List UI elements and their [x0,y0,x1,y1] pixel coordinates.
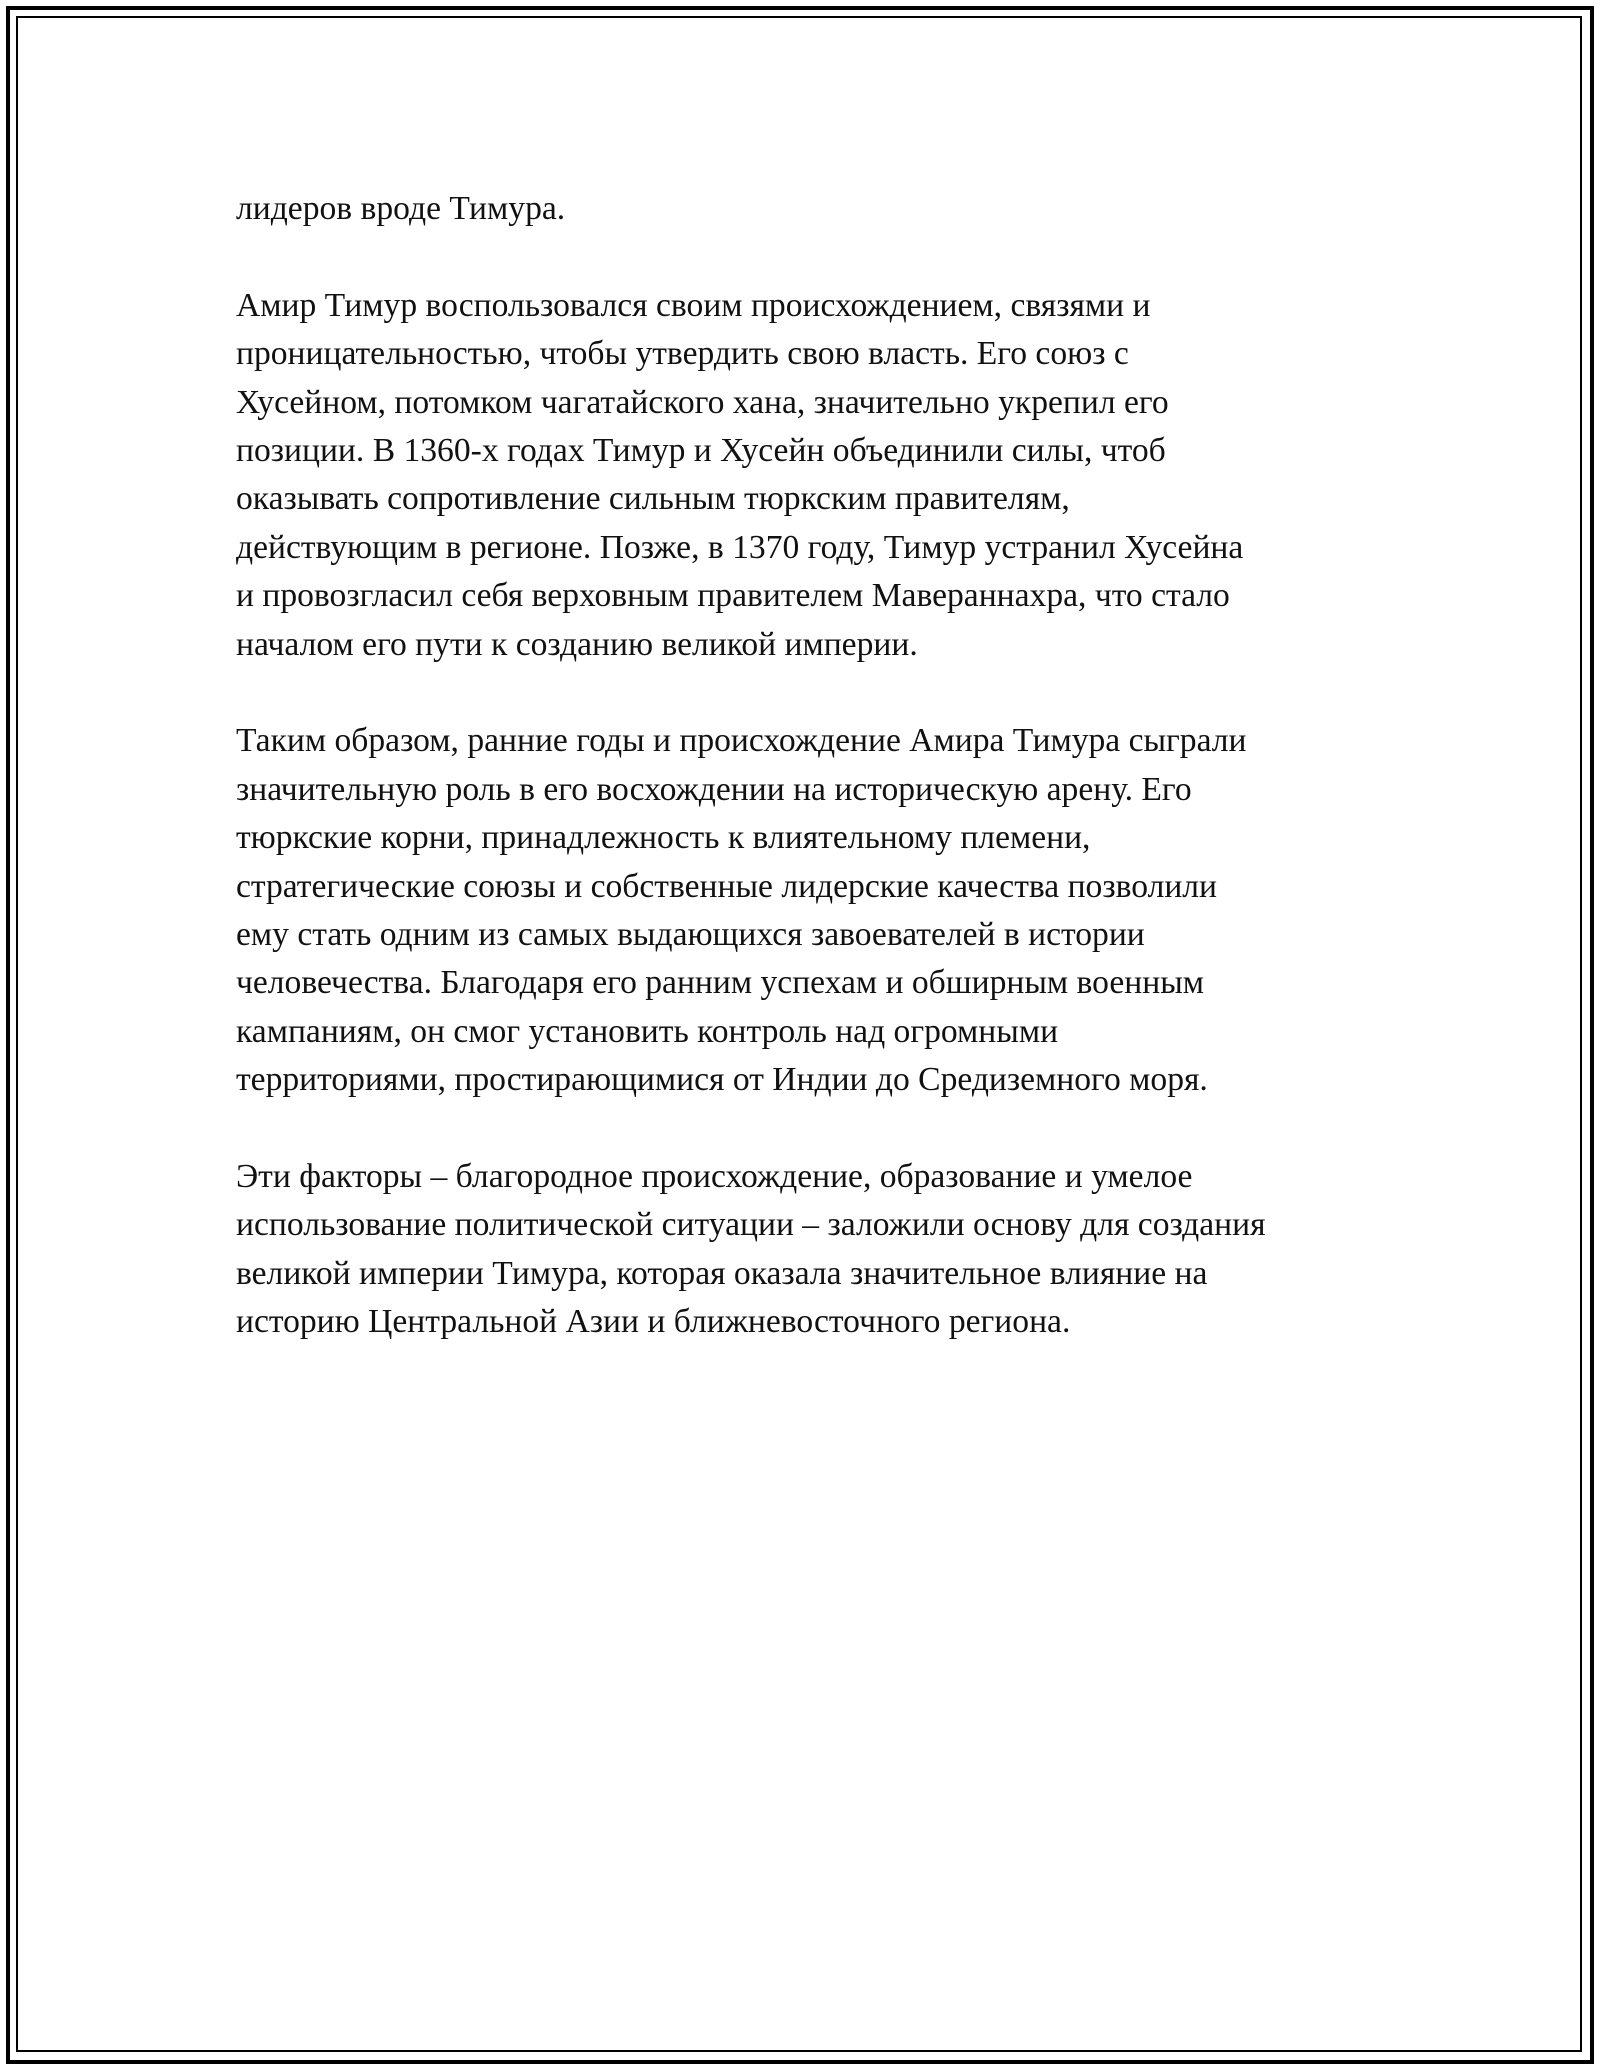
paragraph-2 [236,282,1376,669]
text-line: и провозгласил себя верховным правителем Мавераннахра, что стало [236,577,1230,615]
text-line: человечества. Благодаря его ранним успехам и обширным военным [236,964,1205,1002]
text-line: Амир Тимур воспользовался своим происхождением, связями и [236,286,1151,324]
text-line: началом его пути к созданию великой империи. [236,625,918,663]
paragraph-4 [236,1153,1376,1347]
text-line: лидеров вроде Тимура. [236,190,566,227]
text-line: кампаниям, он смог установить контроль над огромными [236,1012,1059,1050]
paragraph-1 [236,185,1376,233]
document-body [236,185,1376,1395]
text-line: ему стать одним из самых выдающихся завоевателей в истории [236,916,1145,954]
text-line: историю Центральной Азии и ближневосточного региона. [236,1303,1071,1341]
text-line: значительную роль в его восхождении на историческую арену. Его [236,770,1192,808]
text-line: Хусейном, потомком чагатайского хана, значительно укрепил его [236,383,1169,421]
text-line: тюркские корни, принадлежность к влиятельному племени, [236,819,1091,857]
text-line: проницательностью, чтобы утвердить свою власть. Его союз с [236,335,1129,373]
paragraph-3 [236,717,1376,1104]
text-line: позиции. В 1360-х годах Тимур и Хусейн объединили силы, чтоб [236,432,1166,470]
text-line: действующим в регионе. Позже, в 1370 году, Тимур устранил Хусейна [236,528,1244,566]
text-line: Эти факторы – благородное происхождение, образование и умелое [236,1158,1193,1196]
text-line: использование политической ситуации – заложили основу для создания [236,1206,1266,1244]
text-line: территориями, простирающимися от Индии до Средиземного моря. [236,1061,1208,1099]
text-line: великой империи Тимура, которая оказала значительное влияние на [236,1254,1208,1292]
text-line: стратегические союзы и собственные лидерские качества позволили [236,867,1218,905]
text-line: оказывать сопротивление сильным тюркским правителям, [236,480,1070,518]
text-line: Таким образом, ранние годы и происхождение Амира Тимура сыграли [236,722,1247,760]
